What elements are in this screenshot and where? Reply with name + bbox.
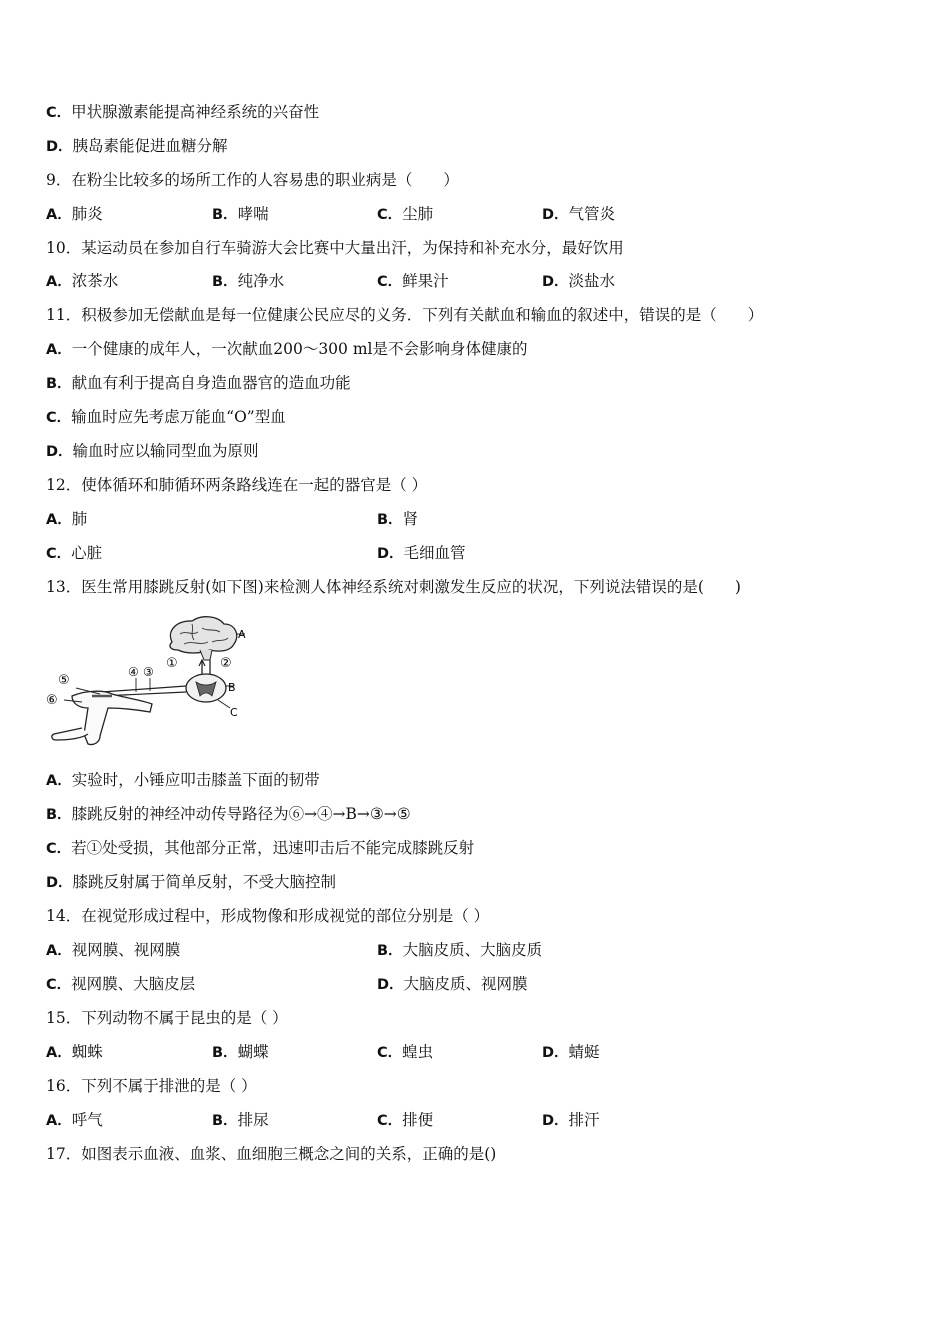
q15-option-b: B．蝴蝶 — [212, 1043, 269, 1061]
q11-option-c: C．输血时应先考虑万能血“O”型血 — [46, 408, 286, 426]
label-1: ① — [166, 656, 178, 671]
q15-option-a: A．蜘蛛 — [46, 1043, 103, 1061]
q10-option-a: A．浓茶水 — [46, 272, 119, 290]
label-6: ⑥ — [46, 693, 58, 708]
q17-stem: 17．如图表示血液、血浆、血细胞三概念之间的关系，正确的是() — [46, 1145, 497, 1163]
q14-option-d: D．大脑皮质、视网膜 — [377, 975, 528, 993]
q12-stem: 12．使体循环和肺循环两条路线连在一起的器官是（ ） — [46, 476, 428, 494]
q9-stem: 9．在粉尘比较多的场所工作的人容易患的职业病是（ ） — [46, 171, 459, 189]
q16-option-c: C．排便 — [377, 1111, 434, 1129]
q10-option-d: D．淡盐水 — [542, 272, 616, 290]
label-a: A — [238, 628, 246, 641]
leg-icon — [52, 691, 152, 744]
q16-option-b: B．排尿 — [212, 1111, 269, 1129]
q15-option-c: C．蝗虫 — [377, 1043, 434, 1061]
q11-option-d: D．输血时应以输同型血为原则 — [46, 442, 259, 460]
q11-option-a: A．一个健康的成年人，一次献血200～300 ml是不会影响身体健康的 — [46, 340, 528, 358]
q13-option-a: A．实验时，小锤应叩击膝盖下面的韧带 — [46, 771, 320, 789]
knee-jerk-reflex-figure — [42, 612, 248, 754]
q14-option-a: A．视网膜、视网膜 — [46, 941, 181, 959]
leader-line-c — [218, 700, 230, 708]
q16-option-a: A．呼气 — [46, 1111, 103, 1129]
q10-option-c: C．鲜果汁 — [377, 272, 449, 290]
q12-option-a: A．肺 — [46, 510, 88, 528]
knee-jerk-diagram — [42, 612, 248, 754]
q9-option-a: A．肺炎 — [46, 205, 103, 223]
label-3: ③ — [143, 665, 154, 679]
q8-option-d: D．胰岛素能促进血糖分解 — [46, 137, 228, 155]
q14-option-b: B．大脑皮质、大脑皮质 — [377, 941, 543, 959]
q11-option-b: B．献血有利于提高自身造血器官的造血功能 — [46, 374, 351, 392]
sensory-nerve — [102, 686, 186, 692]
q15-stem: 15．下列动物不属于昆虫的是（ ） — [46, 1009, 288, 1027]
q9-option-c: C．尘肺 — [377, 205, 434, 223]
spinal-cord-icon — [186, 674, 226, 702]
q11-stem: 11．积极参加无偿献血是每一位健康公民应尽的义务．下列有关献血和输血的叙述中，错误的是（ ） — [46, 306, 764, 324]
q13-option-b: B．膝跳反射的神经冲动传导路径为⑥→④→B→③→⑤ — [46, 805, 411, 823]
label-4: ④ — [128, 665, 139, 679]
q16-option-d: D．排汗 — [542, 1111, 600, 1129]
q12-option-c: C．心脏 — [46, 544, 103, 562]
brain-icon — [170, 617, 237, 660]
label-c: C — [230, 706, 238, 719]
label-b: B — [228, 681, 236, 694]
q9-option-d: D．气管炎 — [542, 205, 616, 223]
label-2: ② — [220, 656, 232, 671]
q16-stem: 16．下列不属于排泄的是（ ） — [46, 1077, 257, 1095]
q13-option-d: D．膝跳反射属于简单反射，不受大脑控制 — [46, 873, 337, 891]
q10-stem: 10．某运动员在参加自行车骑游大会比赛中大量出汗，为保持和补充水分，最好饮用 — [46, 239, 624, 257]
q8-option-c: C．甲状腺激素能提高神经系统的兴奋性 — [46, 103, 320, 121]
q10-option-b: B．纯净水 — [212, 272, 285, 290]
q13-stem: 13．医生常用膝跳反射(如下图)来检测人体神经系统对刺激发生反应的状况，下列说法错误的是( ) — [46, 578, 741, 596]
label-5: ⑤ — [58, 673, 70, 688]
q13-option-c: C．若①处受损，其他部分正常，迅速叩击后不能完成膝跳反射 — [46, 839, 475, 857]
q15-option-d: D．蜻蜓 — [542, 1043, 600, 1061]
q12-option-d: D．毛细血管 — [377, 544, 466, 562]
q12-option-b: B．肾 — [377, 510, 419, 528]
q14-stem: 14．在视觉形成过程中，形成物像和形成视觉的部位分别是（ ） — [46, 907, 490, 925]
q14-option-c: C．视网膜、大脑皮层 — [46, 975, 196, 993]
q9-option-b: B．哮喘 — [212, 205, 269, 223]
